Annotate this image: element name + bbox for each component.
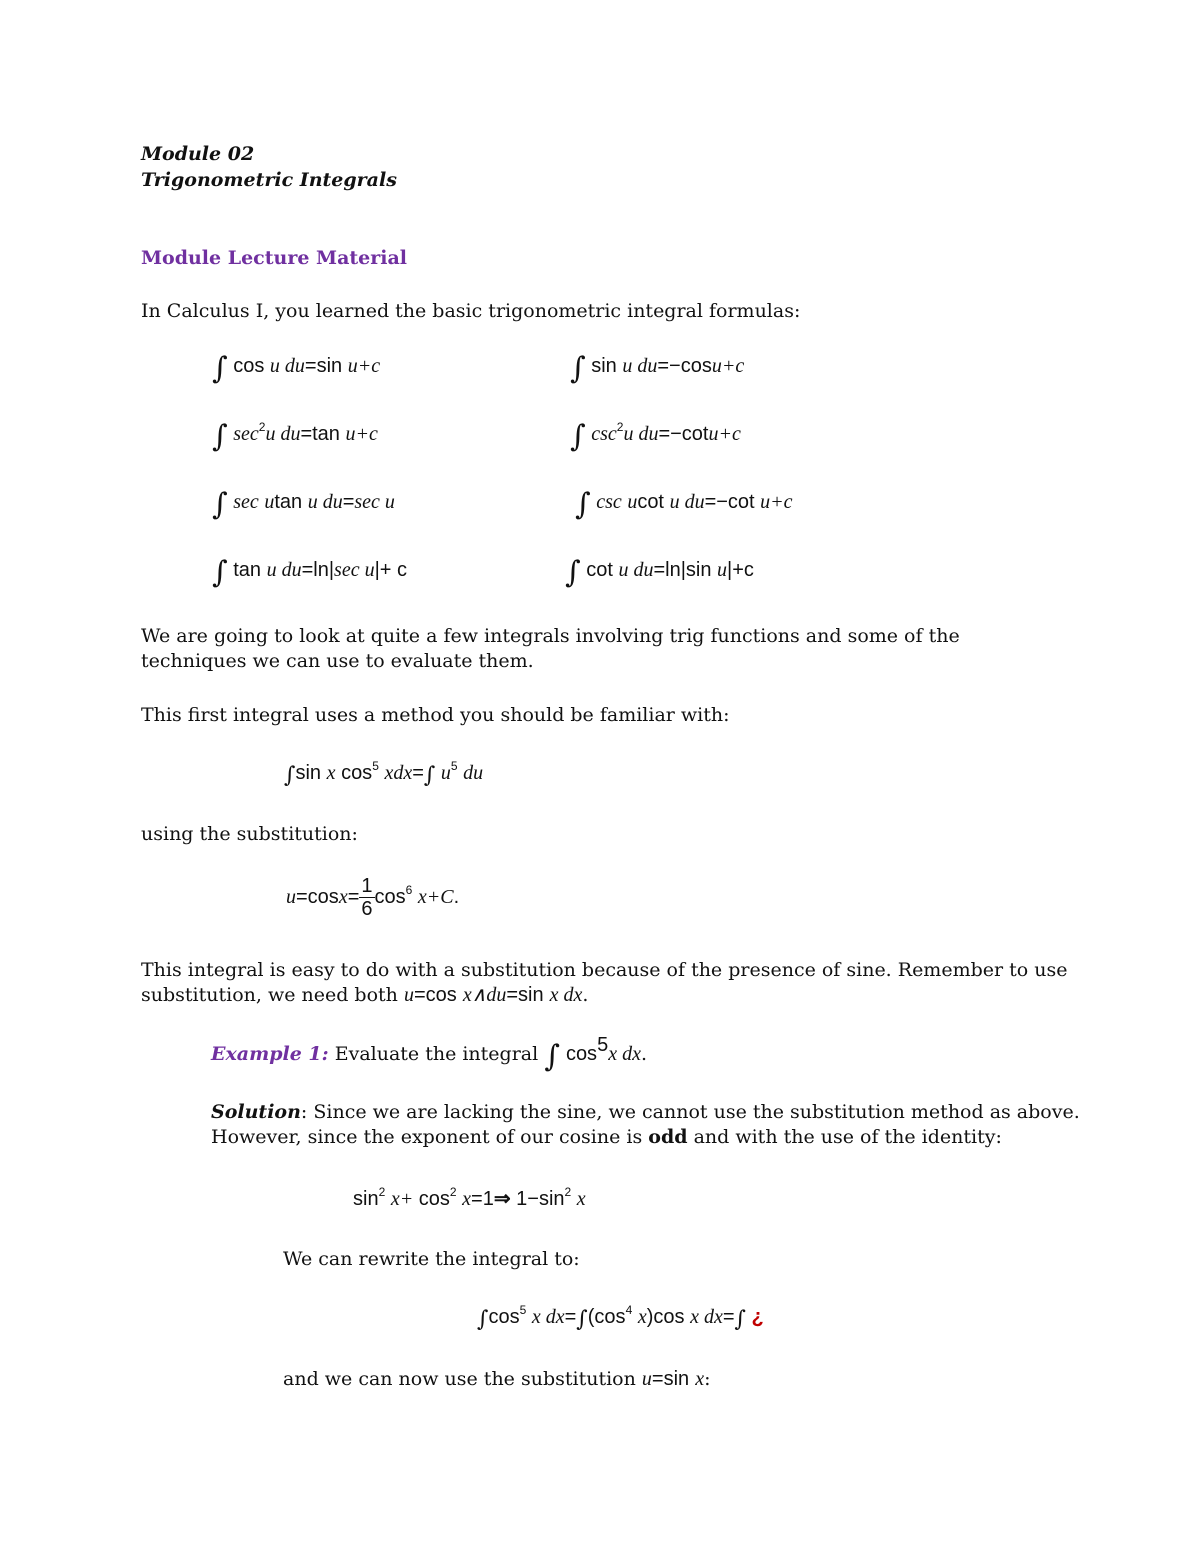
formula-sin: ∫ sin u du=−cosu+c: [570, 351, 745, 386]
equation-identity: $\sin^2 x+ \cos^2$ x=1⇒ $1-\sin^2$ x: [353, 1185, 586, 1210]
integral-sign: ∫: [575, 487, 591, 522]
solution-line1: Solution: Since we are lacking the sine, we cannot use the substitution method as above.: [211, 1101, 1080, 1123]
example-label: Example 1:: [211, 1043, 329, 1065]
solution-label: Solution: [211, 1101, 301, 1123]
integral-sign: ∫: [565, 555, 581, 590]
substitution-label: using the substitution:: [141, 823, 358, 845]
integral-sign: ∫: [570, 419, 586, 454]
integral-sign: ∫: [477, 1307, 489, 1332]
formula-cot: ∫ cot u du=ln|sin u|+c: [565, 555, 754, 590]
intro-paragraph: In Calculus I, you learned the basic trigonometric integral formulas:: [141, 300, 801, 322]
solution-line2: However, since the exponent of our cosine is odd and with the use of the identity:: [211, 1126, 1002, 1148]
integral-sign: ∫: [212, 419, 228, 454]
section-heading: Module Lecture Material: [141, 247, 408, 269]
final-paragraph: and we can now use the substitution u=sin x:: [283, 1368, 711, 1390]
techniques-paragraph: We are going to look at quite a few integrals involving trig functions and some of the techniques we can use to evaluate them.: [141, 625, 960, 672]
fraction: $\frac{1}{6}$: [361, 875, 373, 920]
integral-sign: ∫: [212, 351, 228, 386]
formula-csc-squared: ∫ $\csc^2u$ du=−cotu+c: [570, 419, 741, 454]
easy-paragraph-line2: substitution, we need both u=cos x∧du=sin x dx.: [141, 984, 589, 1006]
equation-rewrite: $\int\cos^5$ x $dx=\int(\cos^4$ x)cos x dx=∫ ¿: [477, 1303, 764, 1332]
first-integral-paragraph: This first integral uses a method you should be familiar with:: [141, 704, 730, 726]
module-title: Trigonometric Integrals: [141, 169, 397, 191]
formula-sec-tan: ∫ sec utan u du=sec u: [212, 487, 395, 522]
easy-paragraph-line1: This integral is easy to do with a substitution because of the presence of sine. Remember to use: [141, 959, 1068, 981]
formula-sec-squared: ∫ $\sec^2u$ du=tan u+c: [212, 419, 378, 454]
formula-tan: ∫ tan u du=ln|sec u|+ c: [212, 555, 408, 590]
integral-sign: ∫: [284, 763, 296, 788]
integral-sign: ∫: [544, 1039, 560, 1074]
equation-substitution: u=cosx= $\frac{1}{6}$ $\cos^6 x+C$.: [286, 875, 460, 920]
integral-sign: ∫: [423, 763, 436, 788]
formula-cos: ∫ cos u du=sin u+c: [212, 351, 381, 386]
formula-csc-cot: ∫ csc ucot u du=−cot u+c: [575, 487, 793, 522]
rewrite-paragraph: We can rewrite the integral to:: [283, 1248, 580, 1270]
integral-sign: ∫: [734, 1307, 746, 1332]
integral-sign: ∫: [576, 1307, 588, 1332]
integral-sign: ∫: [212, 487, 228, 522]
example-1: Example 1: Evaluate the integral ∫ $\cos^5x$ dx.: [211, 1034, 647, 1074]
equation-first-integral: ∫sin x $\cos^5 xdx=\int$ $u^5$ du: [284, 759, 484, 788]
integral-sign: ∫: [570, 351, 586, 386]
integral-sign: ∫: [212, 555, 228, 590]
module-number: Module 02: [141, 143, 255, 165]
